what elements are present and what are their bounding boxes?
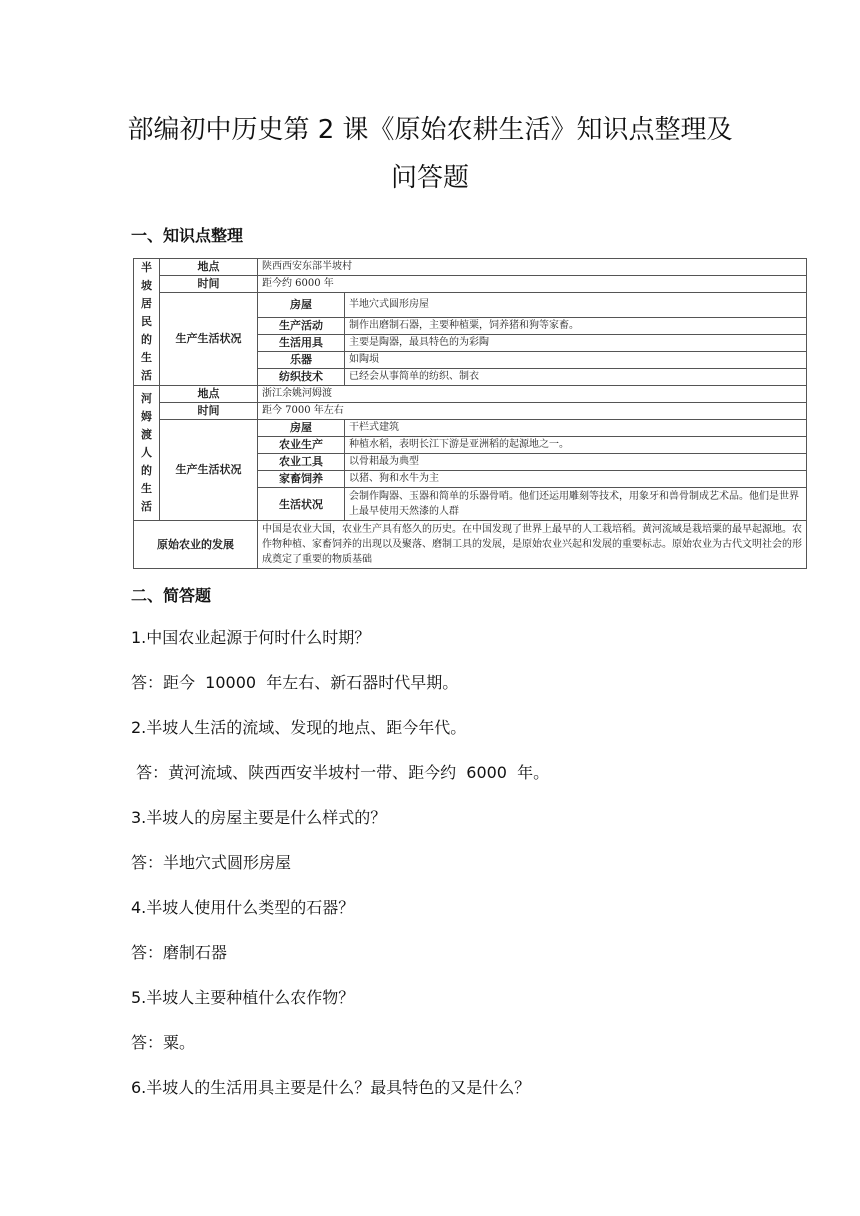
banpo-group-label: 半 坡 居 民 的 生 活 [134, 259, 160, 386]
hemudu-row-value: 以猪、狗和水牛为主 [345, 471, 807, 488]
hemudu-row-key: 农业工具 [258, 454, 345, 471]
question-6: 6.半坡人的生活用具主要是什么？最具特色的又是什么？ [131, 1078, 531, 1097]
banpo-row-value: 半地穴式圆形房屋 [345, 293, 807, 318]
banpo-place-value: 陕西西安东部半坡村 [258, 259, 807, 276]
banpo-row-value: 制作出磨制石器，主要种植粟，饲养猪和狗等家畜。 [345, 318, 807, 335]
development-value: 中国是农业大国，农业生产具有悠久的历史。在中国发现了世界上最早的人工栽培稻。黄河流域是栽培粟的最早起源地。农作物种植、家畜饲养的出现以及聚落、磨制工具的发展，是原始农业兴起和发展的重要标志。原始农业为古代文明社会的形成奠定了重要的物质基础 [258, 521, 807, 569]
banpo-row-value: 主要是陶器，最具特色的为彩陶 [345, 335, 807, 352]
banpo-row-key: 乐器 [258, 352, 345, 369]
banpo-row-key: 房屋 [258, 293, 345, 318]
hemudu-place-label: 地点 [160, 386, 258, 403]
banpo-row-key: 生活用具 [258, 335, 345, 352]
banpo-time-label: 时间 [160, 276, 258, 293]
answer-1: 答：距今 10000 年左右、新石器时代早期。 [131, 673, 459, 692]
answer-4: 答：磨制石器 [131, 943, 228, 962]
hemudu-row-key: 农业生产 [258, 437, 345, 454]
knowledge-table [133, 258, 807, 569]
hemudu-row-key: 房屋 [258, 420, 345, 437]
hemudu-place-value: 浙江余姚河姆渡 [258, 386, 807, 403]
hemudu-row-value: 干栏式建筑 [345, 420, 807, 437]
hemudu-group-label: 河 姆 渡 人 的 生 活 [134, 386, 160, 521]
banpo-row-key: 纺织技术 [258, 369, 345, 386]
banpo-row-value: 已经会从事简单的纺织、制衣 [345, 369, 807, 386]
banpo-row-value: 如陶埙 [345, 352, 807, 369]
banpo-life-label: 生产生活状况 [160, 293, 258, 386]
page-title [100, 106, 760, 202]
answer-3: 答：半地穴式圆形房屋 [131, 853, 292, 872]
hemudu-life-label: 生产生活状况 [160, 420, 258, 521]
question-1: 1.中国农业起源于何时什么时期？ [131, 628, 371, 647]
title-line-1: 部编初中历史第 2 课《原始农耕生活》知识点整理及 [127, 115, 733, 145]
section-heading-qa: 二、简答题 [131, 586, 212, 605]
title-line-2: 问答题 [390, 163, 469, 193]
hemudu-row-value: 种植水稻，表明长江下游是亚洲稻的起源地之一。 [345, 437, 807, 454]
banpo-time-value: 距今约 6000 年 [258, 276, 807, 293]
hemudu-time-label: 时间 [160, 403, 258, 420]
hemudu-row-key: 生活状况 [258, 488, 345, 521]
section-heading-knowledge: 一、知识点整理 [131, 226, 244, 245]
answer-2: 答：黄河流域、陕西西安半坡村一带、距今约 6000 年。 [131, 763, 550, 782]
hemudu-time-value: 距今 7000 年左右 [258, 403, 807, 420]
banpo-row-key: 生产活动 [258, 318, 345, 335]
hemudu-row-value: 以骨耜最为典型 [345, 454, 807, 471]
question-3: 3.半坡人的房屋主要是什么样式的？ [131, 808, 387, 827]
question-4: 4.半坡人使用什么类型的石器？ [131, 898, 355, 917]
banpo-place-label: 地点 [160, 259, 258, 276]
question-2: 2.半坡人生活的流域、发现的地点、距今年代。 [131, 718, 467, 737]
question-5: 5.半坡人主要种植什么农作物？ [131, 988, 355, 1007]
development-label: 原始农业的发展 [134, 521, 258, 569]
answer-5: 答：粟。 [131, 1033, 196, 1052]
hemudu-row-value: 会制作陶器、玉器和简单的乐器骨哨。他们还运用雕刻等技术，用象牙和兽骨制成艺术品。他们是世界上最早使用天然漆的人群 [345, 488, 807, 521]
hemudu-row-key: 家畜饲养 [258, 471, 345, 488]
